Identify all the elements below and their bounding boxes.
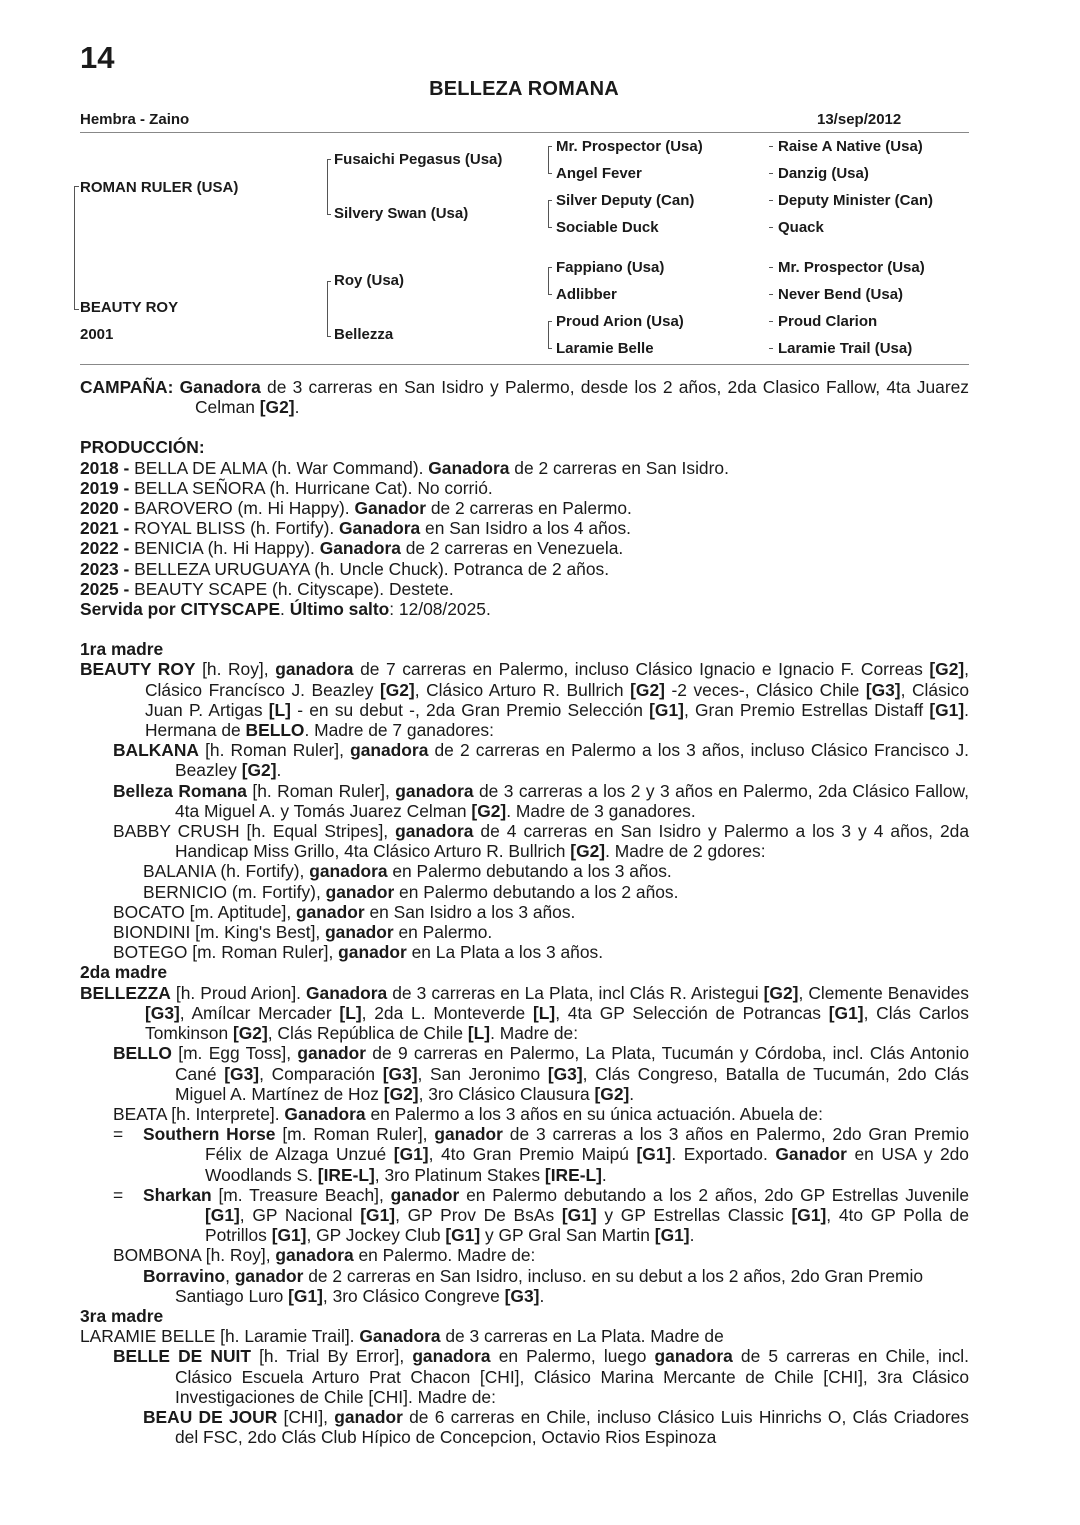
pedigree-connector — [769, 173, 773, 174]
offspring-entry: Belleza Romana [h. Roman Ruler], ganadora de 3 carreras a los 2 y 3 años en Palermo, 2da Clásico Fallow, 4ta Miguel A. y Tomás Juarez Celman [G2]. Madre de 3 ganadores. — [113, 780, 969, 821]
pedigree-connector — [548, 321, 552, 322]
sire: ROMAN RULER (USA) — [80, 179, 239, 196]
grandchild-entry: BERNICIO (m. Fortify), ganador en Palermo debutando a los 2 años. — [143, 881, 679, 902]
production-item: 2019 - BELLA SEÑORA (h. Hurricane Cat). No corrió. — [80, 477, 493, 498]
pedigree-connector — [74, 309, 79, 310]
production-item: 2022 - BENICIA (h. Hi Happy). Ganadora de 2 carreras en Venezuela. — [80, 538, 624, 559]
offspring-entry: BELLE DE NUIT [h. Trial By Error], ganadora en Palermo, luego ganadora de 5 carreras en Chile, incl. Clásico Escuela Arturo Prat Chacon [CHI], Clásico Marina Mercante de Chile [CHI], 3ra Clásico Investigaciones de Chile [CHI]. Madre de: — [113, 1346, 970, 1407]
third-dam-heading: 3ra madre — [80, 1305, 164, 1326]
campaign: CAMPAÑA: Ganadora de 3 carreras en San Isidro y Palermo, desde los 2 años, 2da Clasico Fallow, 4ta Juarez Celman [G2]. — [80, 377, 969, 418]
page-number: 14 — [80, 40, 115, 75]
pedigree-connector — [769, 348, 773, 349]
offspring-entry: BELLO [m. Egg Toss], ganador de 9 carreras en Palermo, La Plata, Tucumán y Córdoba, incl. Clás Antonio Cané [G3], Comparación [G3], San Jeronimo [G3], Clás Congreso, Batalla de Tucumán, 2do Clás Miguel A. Martínez de Hoz [G2], 3ro Clásico Clausura [G2]. — [113, 1043, 970, 1104]
pedigree-connector — [769, 227, 773, 228]
pedigree-connector — [548, 267, 552, 268]
grandchild-entry: BALANIA (h. Fortify), ganadora en Palermo debutando a los 3 años. — [143, 861, 672, 882]
offspring-entry: BOCATO [m. Aptitude], ganador en San Isidro a los 3 años. — [113, 901, 576, 922]
grandchild-entry: Borravino, ganador de 2 carreras en San Isidro, incluso. en su debut a los 2 años, 2do Gran Premio Santiago Luro [G1], 3ro Clásico Congreve [G3]. — [143, 1265, 924, 1306]
first-dam-heading: 1ra madre — [80, 639, 164, 660]
pedigree-connector — [548, 348, 552, 349]
second-dam-heading: 2da madre — [80, 962, 167, 983]
gen3-2: Angel Fever — [556, 165, 642, 182]
pedigree-connector — [769, 321, 773, 322]
catalog-body — [80, 377, 969, 1447]
dam-sire: Roy (Usa) — [334, 272, 405, 289]
horse-name-title: BELLEZA ROMANA — [429, 78, 619, 100]
production-item: 2018 - BELLA DE ALMA (h. War Command). Ganadora de 2 carreras en San Isidro. — [80, 457, 729, 478]
pedigree-connector — [327, 159, 328, 215]
pedigree-connector — [74, 186, 75, 310]
gen3-7: Proud Arion (Usa) — [556, 313, 684, 330]
pedigree-connector — [327, 281, 328, 337]
grandchild-entry: = Sharkan [m. Treasure Beach], ganador en Palermo debutando a los 2 años, 2do GP Estrellas Juvenile [G1], GP Nacional [G1], GP Prov De BsAs [G1] y GP Estrellas Classic [G1], 4to GP Polla de Potrillos [G1], GP Jockey Club [G1] y GP Gral San Martin [G1]. — [113, 1184, 969, 1246]
pedigree-connector — [769, 294, 773, 295]
grandchild-entry: = Southern Horse [m. Roman Ruler], ganador de 3 carreras a los 3 años en Palermo, 2do Gran Premio Félix de Alzaga Unzué [G1], 4to Gran Premio Maipú [G1]. Exportado. Ganador en USA y 2do Woodlands S. [IRE-L], 3ro Platinum Stakes [IRE-L]. — [113, 1124, 969, 1185]
gen4-6: Never Bend (Usa) — [778, 286, 904, 303]
offspring-entry: BALKANA [h. Roman Ruler], ganadora de 2 carreras en Palermo a los 3 años, incluso Clásico Francisco J. Beazley [G2]. — [113, 740, 969, 781]
birth-date: 13/sep/2012 — [817, 111, 902, 128]
first-dam-entry: BEAUTY ROY [h. Roy], ganadora de 7 carreras en Palermo, incluso Clásico Ignacio e Ignacio F. Correas [G2], Clásico Francísco J. Beazley [G2], Clásico Arturo R. Bullrich [G2] -2 veces-, Clásico Chile [G3], Clásico Juan P. Artigas [L] - en su debut -, 2da Gran Premio Selección [G1], Gran Premio Estrellas Distaff [G1]. Hermana de BELLO. Madre de 7 ganadores: — [80, 659, 970, 741]
pedigree-connector — [548, 146, 552, 147]
production-item: 2023 - BELLEZA URUGUAYA (h. Uncle Chuck). Potranca de 2 años. — [80, 558, 610, 579]
gen3-4: Sociable Duck — [556, 219, 659, 236]
offspring-entry: BIONDINI [m. King's Best], ganador en Palermo. — [113, 922, 493, 943]
second-dam-entry: BELLEZZA [h. Proud Arion]. Ganadora de 3 carreras en La Plata, incl Clás R. Aristegui [G2], Clemente Benavides [G3], Amílcar Mercader [L], 2da L. Monteverde [L], 4ta GP Selección de Potrancas [G1], Clás Carlos Tomkinson [G2], Clás República de Chile [L]. Madre de: — [80, 982, 970, 1044]
pedigree-connector — [548, 173, 552, 174]
dam: BEAUTY ROY — [80, 299, 179, 316]
gen3-1: Mr. Prospector (Usa) — [556, 138, 703, 155]
dam-dam: Bellezza — [334, 326, 394, 343]
dam-year: 2001 — [80, 326, 114, 343]
production-item: 2020 - BAROVERO (m. Hi Happy). Ganador de 2 carreras en Palermo. — [80, 498, 632, 519]
pedigree-connector — [769, 200, 773, 201]
pedigree-connector — [327, 336, 331, 337]
pedigree-connector — [548, 321, 549, 349]
pedigree-connector — [327, 159, 331, 160]
gen4-5: Mr. Prospector (Usa) — [778, 259, 925, 276]
gen4-2: Danzig (Usa) — [778, 165, 869, 182]
served-by: Servida por CITYSCAPE. Último salto: 12/08/2025. — [80, 599, 491, 620]
top-rule — [80, 132, 969, 133]
offspring-entry: BOMBONA [h. Roy], ganadora en Palermo. Madre de: — [113, 1245, 536, 1266]
pedigree-connector — [327, 214, 331, 215]
pedigree-connector — [769, 267, 773, 268]
pedigree-connector — [548, 267, 549, 295]
gen4-4: Quack — [778, 219, 824, 236]
offspring-entry: BEATA [h. Interprete]. Ganadora en Palermo a los 3 años en su única actuación. Abuela de: — [113, 1103, 823, 1124]
gen4-3: Deputy Minister (Can) — [778, 192, 934, 209]
pedigree-connector — [548, 146, 549, 174]
production-item: 2021 - ROYAL BLISS (h. Fortify). Ganadora en San Isidro a los 4 años. — [80, 518, 631, 539]
offspring-entry: BOTEGO [m. Roman Ruler], ganador en La Plata a los 3 años. — [113, 942, 604, 963]
sex-coat: Hembra - Zaino — [80, 111, 190, 128]
sire-sire: Fusaichi Pegasus (Usa) — [334, 151, 503, 168]
pedigree-connector — [548, 227, 552, 228]
gen3-5: Fappiano (Usa) — [556, 259, 665, 276]
gen4-8: Laramie Trail (Usa) — [778, 340, 913, 357]
gen4-7: Proud Clarion — [778, 313, 878, 330]
gen3-8: Laramie Belle — [556, 340, 654, 357]
pedigree-connector — [548, 200, 549, 228]
production-item: 2025 - BEAUTY SCAPE (h. Cityscape). Destete. — [80, 578, 454, 599]
production-heading: PRODUCCIÓN: — [80, 437, 205, 458]
gen3-3: Silver Deputy (Can) — [556, 192, 695, 209]
gen4-1: Raise A Native (Usa) — [778, 138, 923, 155]
gen3-6: Adlibber — [556, 286, 617, 303]
pedigree-connector — [769, 146, 773, 147]
pedigree-connector — [74, 186, 79, 187]
offspring-entry: BABBY CRUSH [h. Equal Stripes], ganadora de 4 carreras en San Isidro y Palermo a los 3 y 4 años, 2da Handicap Miss Grillo, 4ta Clásico Arturo R. Bullrich [G2]. Madre de 2 gdores: — [113, 821, 969, 862]
pedigree-connector — [548, 294, 552, 295]
pedigree-connector — [548, 200, 552, 201]
sire-dam: Silvery Swan (Usa) — [334, 205, 469, 222]
third-dam-entry: LARAMIE BELLE [h. Laramie Trail]. Ganadora de 3 carreras en La Plata. Madre de — [80, 1326, 724, 1347]
pedigree-bottom-rule — [80, 364, 969, 365]
grandchild-entry: BEAU DE JOUR [CHI], ganador de 6 carreras en Chile, incluso Clásico Luis Hinrichs O, Clás Criadores del FSC, 2do Clás Club Hípico de Concepcion, Octavio Rios Espinoza — [143, 1406, 969, 1448]
pedigree-connector — [327, 281, 331, 282]
